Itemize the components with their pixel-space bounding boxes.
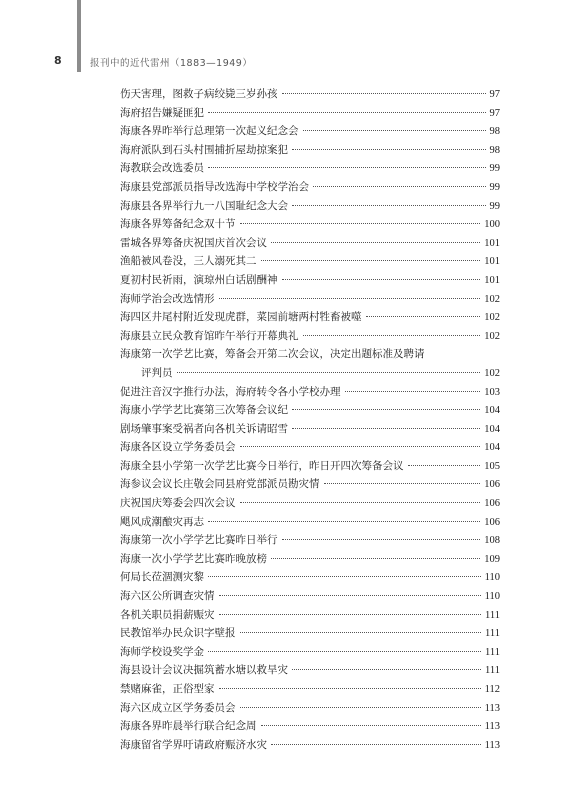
- toc-entry-page: 110: [484, 572, 500, 584]
- toc-entry-page: 111: [485, 628, 500, 640]
- toc-entry-title: 海六区公所调查灾情: [120, 590, 215, 603]
- toc-entry-page: 104: [484, 423, 500, 435]
- toc-entry: [120, 215, 500, 234]
- toc-entry: [120, 568, 500, 587]
- dot-leader: [208, 167, 486, 168]
- toc-entry-page: 102: [484, 367, 500, 379]
- toc-entry: [120, 122, 500, 141]
- dot-leader: [208, 651, 481, 652]
- dot-leader: [219, 595, 481, 596]
- toc-entry: [120, 345, 500, 364]
- toc-entry: [120, 327, 500, 346]
- dot-leader: [177, 372, 481, 373]
- toc-entry: [120, 252, 500, 271]
- toc-entry-page: 102: [484, 312, 500, 324]
- toc-entry-page: 113: [484, 702, 500, 714]
- toc-entry-page: 103: [484, 386, 500, 398]
- toc-entry: [120, 104, 500, 123]
- toc-entry-page: 98: [489, 144, 500, 156]
- toc-entry: [120, 290, 500, 309]
- toc-entry-page: 106: [484, 479, 500, 491]
- toc-entry-title: 何局长莅涸测灾黎: [120, 571, 204, 584]
- dot-leader: [292, 428, 480, 429]
- dot-leader: [240, 223, 481, 224]
- dot-leader: [292, 205, 486, 206]
- toc-entry-page: 111: [485, 665, 500, 677]
- toc-entry-title: 海六区成立区学务委员会: [120, 701, 236, 714]
- table-of-contents: [120, 85, 500, 754]
- toc-entry-title: 海康县各界举行九一八国耻纪念大会: [120, 199, 288, 212]
- toc-entry-page: 97: [489, 107, 500, 119]
- toc-entry-title: 海康留省学界吁请政府赈济水灾: [120, 738, 267, 751]
- toc-entry-page: 98: [489, 126, 500, 138]
- toc-entry-page: 105: [484, 460, 500, 472]
- dot-leader: [240, 707, 481, 708]
- dot-leader: [292, 409, 480, 410]
- margin-bar: [77, 0, 81, 72]
- toc-entry: [120, 624, 500, 643]
- dot-leader: [303, 130, 486, 131]
- dot-leader: [219, 614, 482, 615]
- dot-leader: [208, 521, 480, 522]
- running-header: 报刊中的近代雷州（1883—1949）: [90, 58, 253, 69]
- toc-entry-title: 海府派队到石头村围捕折屋劫掠案犯: [120, 143, 288, 156]
- toc-entry-title: 雷城各界筹备庆祝国庆首次会议: [120, 236, 267, 249]
- dot-leader: [261, 260, 481, 261]
- toc-entry-page: 108: [484, 535, 500, 547]
- dot-leader: [282, 279, 481, 280]
- toc-entry-title: 渔船被风卷没，三人溺死其二: [120, 255, 257, 268]
- toc-entry-title: 海康各界昨举行总理第一次起义纪念会: [120, 125, 299, 138]
- toc-entry-page: 97: [489, 89, 500, 100]
- dot-leader: [240, 446, 481, 447]
- toc-entry-title: 海府招告嫌疑匪犯: [120, 106, 204, 119]
- toc-entry: [120, 494, 500, 513]
- dot-leader: [271, 558, 480, 559]
- toc-entry-title: 民教馆举办民众识字壁报: [120, 627, 236, 640]
- toc-entry: [120, 531, 500, 550]
- toc-entry-title: 剧场肇事案受祸者向各机关诉请昭雪: [120, 422, 288, 435]
- toc-entry-page: 100: [484, 219, 500, 231]
- toc-entry-page: 102: [484, 293, 500, 305]
- toc-entry: [120, 197, 500, 216]
- toc-entry: [120, 680, 500, 699]
- toc-entry-page: 111: [485, 646, 500, 658]
- toc-entry: [120, 643, 500, 662]
- dot-leader: [240, 502, 481, 503]
- toc-entry-title: 海四区井尾村附近发现虎群，菜园前塘两村牲畜被噬: [120, 311, 362, 324]
- toc-entry: [120, 513, 500, 532]
- dot-leader: [292, 149, 486, 150]
- dot-leader: [292, 669, 481, 670]
- toc-entry-title: 海县设计会议决掘筑蓄水塘以救旱灾: [120, 664, 288, 677]
- toc-entry-title: 海康县党部派员指导改选海中学校学治会: [120, 180, 309, 193]
- toc-entry-title: 海康各界昨晨举行联合纪念周: [120, 720, 257, 733]
- toc-entry-title: 海康各界筹备纪念双十节: [120, 218, 236, 231]
- toc-entry: [120, 141, 500, 160]
- toc-entry-page: 112: [484, 684, 500, 695]
- toc-entry-title: 海师学校设奖学金: [120, 645, 204, 658]
- dot-leader: [282, 93, 486, 94]
- dot-leader: [208, 112, 486, 113]
- toc-entry-title: 评判员: [141, 366, 173, 379]
- toc-entry: [120, 457, 500, 476]
- toc-entry-title: 海康各区设立学务委员会: [120, 441, 236, 454]
- dot-leader: [271, 744, 481, 745]
- toc-entry-title: 海康一次小学学艺比赛昨晚放榜: [120, 552, 267, 565]
- toc-entry-title: 海康小学学艺比赛第三次筹备会议纪: [120, 404, 288, 417]
- toc-entry-title: 飓风成潮酿灾再志: [120, 515, 204, 528]
- toc-entry: [120, 420, 500, 439]
- toc-entry-page: 101: [484, 256, 500, 268]
- toc-entry-page: 101: [484, 237, 500, 249]
- dot-leader: [219, 688, 481, 689]
- toc-entry: [120, 85, 500, 104]
- toc-entry: [120, 159, 500, 178]
- toc-entry-page: 99: [489, 163, 500, 175]
- toc-entry-page: 99: [489, 181, 500, 193]
- toc-entry-page: 109: [484, 553, 500, 565]
- toc-entry-title: 海康第一次学艺比赛，筹备会开第二次会议，决定出题标准及聘请: [120, 348, 425, 361]
- toc-entry-title: 海师学治会改选情形: [120, 292, 215, 305]
- dot-leader: [261, 725, 481, 726]
- dot-leader: [219, 298, 481, 299]
- toc-entry-title: 庆祝国庆筹委会四次会议: [120, 497, 236, 510]
- toc-entry-title: 夏初村民祈雨，演琼州白话剧酬神: [120, 273, 278, 286]
- toc-entry-page: 101: [484, 274, 500, 286]
- toc-entry: [120, 178, 500, 197]
- dot-leader: [303, 335, 481, 336]
- dot-leader: [408, 465, 481, 466]
- dot-leader: [345, 391, 481, 392]
- toc-entry-title: 海参议会议长庄敬会同县府党部派员勘灾情: [120, 478, 320, 491]
- toc-entry: [120, 587, 500, 606]
- toc-entry: [120, 383, 500, 402]
- dot-leader: [271, 242, 480, 243]
- dot-leader: [324, 483, 481, 484]
- dot-leader: [313, 186, 486, 187]
- toc-entry-page: 106: [484, 498, 500, 510]
- toc-entry-page: 111: [485, 609, 500, 621]
- toc-entry: [120, 699, 500, 718]
- toc-entry-page: 110: [484, 591, 500, 603]
- toc-entry-title: 海康第一次小学学艺比赛昨日举行: [120, 534, 278, 547]
- toc-entry: [120, 234, 500, 253]
- toc-entry: [120, 736, 500, 755]
- toc-entry-title: 禁赌麻雀，正俗型家: [120, 683, 215, 695]
- toc-entry-page: 113: [484, 739, 500, 751]
- toc-entry: [120, 438, 500, 457]
- toc-entry: [120, 661, 500, 680]
- toc-entry-title: 海教联会改选委员: [120, 162, 204, 175]
- toc-entry-title: 伤天害理，图救子病绞毙三岁孙孩: [120, 88, 278, 100]
- toc-entry-title: 海康县立民众教育馆昨午举行开幕典礼: [120, 329, 299, 342]
- toc-entry-page: 113: [484, 721, 500, 733]
- toc-entry-page: 99: [489, 200, 500, 212]
- dot-leader: [366, 316, 481, 317]
- toc-entry: [120, 271, 500, 290]
- toc-entry: [120, 308, 500, 327]
- dot-leader: [208, 576, 481, 577]
- dot-leader: [282, 539, 481, 540]
- toc-entry-page: 106: [484, 516, 500, 528]
- toc-entry-page: 102: [484, 330, 500, 342]
- toc-entry: [120, 606, 500, 625]
- toc-entry-title: 海康全县小学第一次学艺比赛今日举行，昨日开四次筹备会议: [120, 459, 404, 472]
- toc-entry: [120, 364, 500, 383]
- toc-entry-page: 104: [484, 405, 500, 417]
- toc-entry-title: 各机关职员捐薪赈灾: [120, 608, 215, 621]
- toc-entry: [120, 401, 500, 420]
- page-number: 8: [54, 54, 62, 67]
- toc-entry: [120, 475, 500, 494]
- toc-entry-page: 104: [484, 442, 500, 454]
- dot-leader: [240, 632, 482, 633]
- toc-entry: [120, 717, 500, 736]
- toc-entry: [120, 550, 500, 569]
- toc-entry-title: 促进注音汉字推行办法，海府转令各小学校办理: [120, 385, 341, 398]
